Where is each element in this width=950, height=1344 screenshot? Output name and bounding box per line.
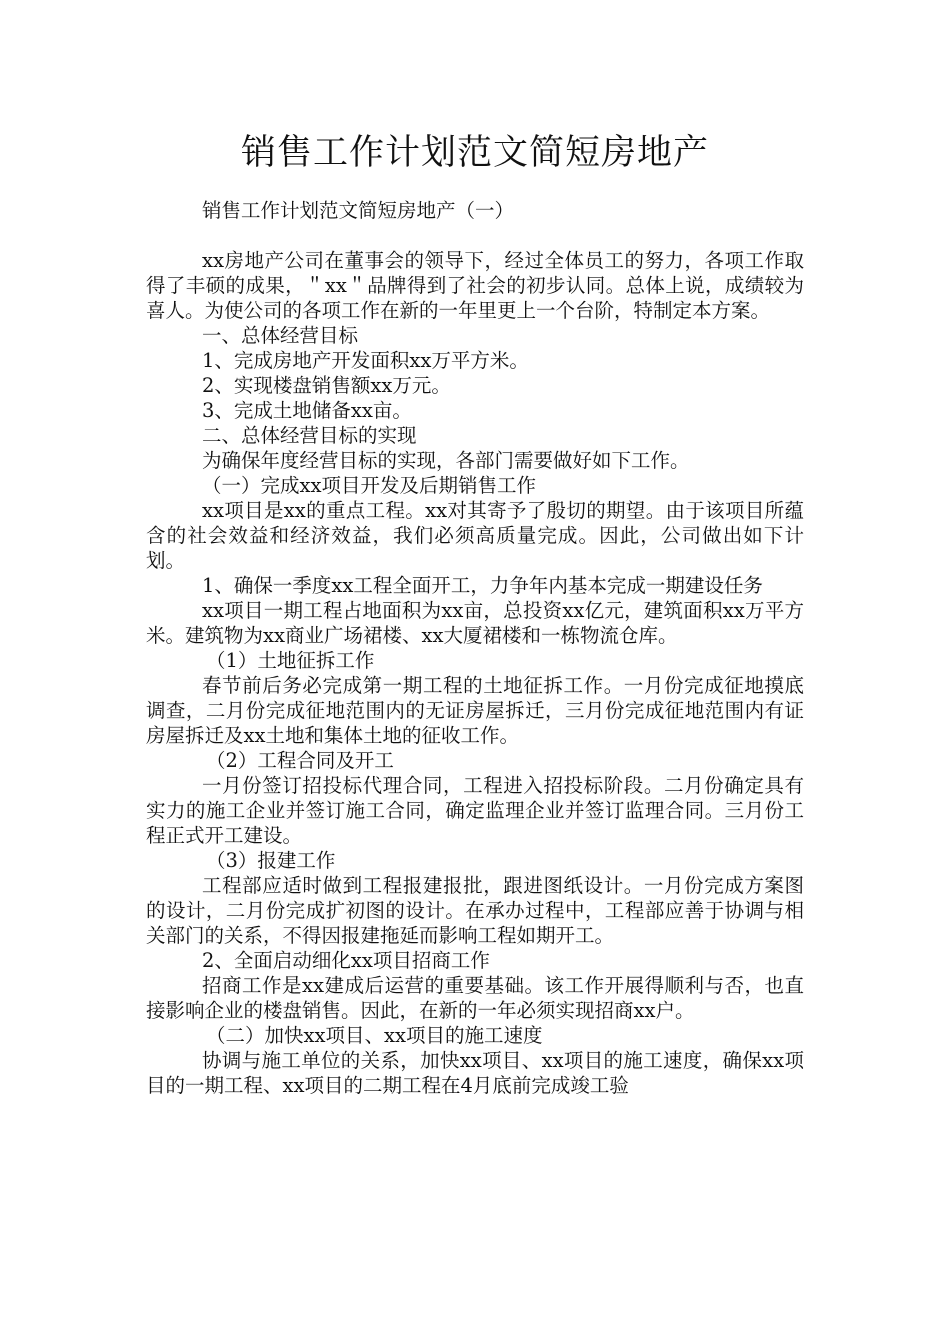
paragraph: 协调与施工单位的关系，加快xx项目、xx项目的施工速度，确保xx项目的一期工程、xx项目的二期工程在4月底前完成竣工验: [146, 1049, 804, 1097]
document-title: 销售工作计划范文简短房地产: [240, 133, 709, 173]
paragraph: 1、完成房地产开发面积xx万平方米。: [202, 349, 529, 372]
paragraph: 一月份签订招投标代理合同，工程进入招投标阶段。二月份确定具有实力的施工企业并签订施工合同，确定监理企业并签订监理合同。三月份工程正式开工建设。: [146, 774, 804, 847]
paragraph: 二、总体经营目标的实现: [202, 424, 417, 447]
document-subtitle: 销售工作计划范文简短房地产（一）: [202, 199, 515, 222]
paragraph: 1、确保一季度xx工程全面开工，力争年内基本完成一期建设任务: [202, 574, 763, 597]
paragraph: （2）工程合同及开工: [206, 749, 394, 772]
paragraph: xx项目一期工程占地面积为xx亩，总投资xx亿元，建筑面积xx万平方米。建筑物为xx商业广场裙楼、xx大厦裙楼和一栋物流仓库。: [146, 599, 804, 647]
paragraph: 工程部应适时做到工程报建报批，跟进图纸设计。一月份完成方案图的设计，二月份完成扩初图的设计。在承办过程中，工程部应善于协调与相关部门的关系，不得因报建拖延而影响工程如期开工。: [146, 874, 804, 947]
paragraph: 春节前后务必完成第一期工程的土地征拆工作。一月份完成征地摸底调查，二月份完成征地范围内的无证房屋拆迁，三月份完成征地范围内有证房屋拆迁及xx土地和集体土地的征收工作。: [146, 674, 804, 747]
paragraph: 2、实现楼盘销售额xx万元。: [202, 374, 451, 397]
paragraph: （二）加快xx项目、xx项目的施工速度: [206, 1024, 543, 1047]
paragraph: 为确保年度经营目标的实现，各部门需要做好如下工作。: [202, 449, 690, 472]
paragraph: xx房地产公司在董事会的领导下，经过全体员工的努力，各项工作取得了丰硕的成果，＂xx＂品牌得到了社会的初步认同。总体上说，成绩较为喜人。为使公司的各项工作在新的一年里更上一个台阶，特制定本方案。: [146, 249, 804, 322]
paragraph: 2、全面启动细化xx项目招商工作: [202, 949, 490, 972]
paragraph: xx项目是xx的重点工程。xx对其寄予了殷切的期望。由于该项目所蕴含的社会效益和经济效益，我们必须高质量完成。因此，公司做出如下计划。: [146, 499, 804, 572]
paragraph: （3）报建工作: [206, 849, 336, 872]
document-body: [146, 248, 804, 1098]
paragraph: 招商工作是xx建成后运营的重要基础。该工作开展得顺利与否，也直接影响企业的楼盘销售。因此，在新的一年必须实现招商xx户。: [146, 974, 804, 1022]
paragraph: 3、完成土地储备xx亩。: [202, 399, 412, 422]
paragraph: （一）完成xx项目开发及后期销售工作: [202, 474, 536, 497]
paragraph: （1）土地征拆工作: [206, 649, 375, 672]
paragraph: 一、总体经营目标: [202, 324, 359, 347]
